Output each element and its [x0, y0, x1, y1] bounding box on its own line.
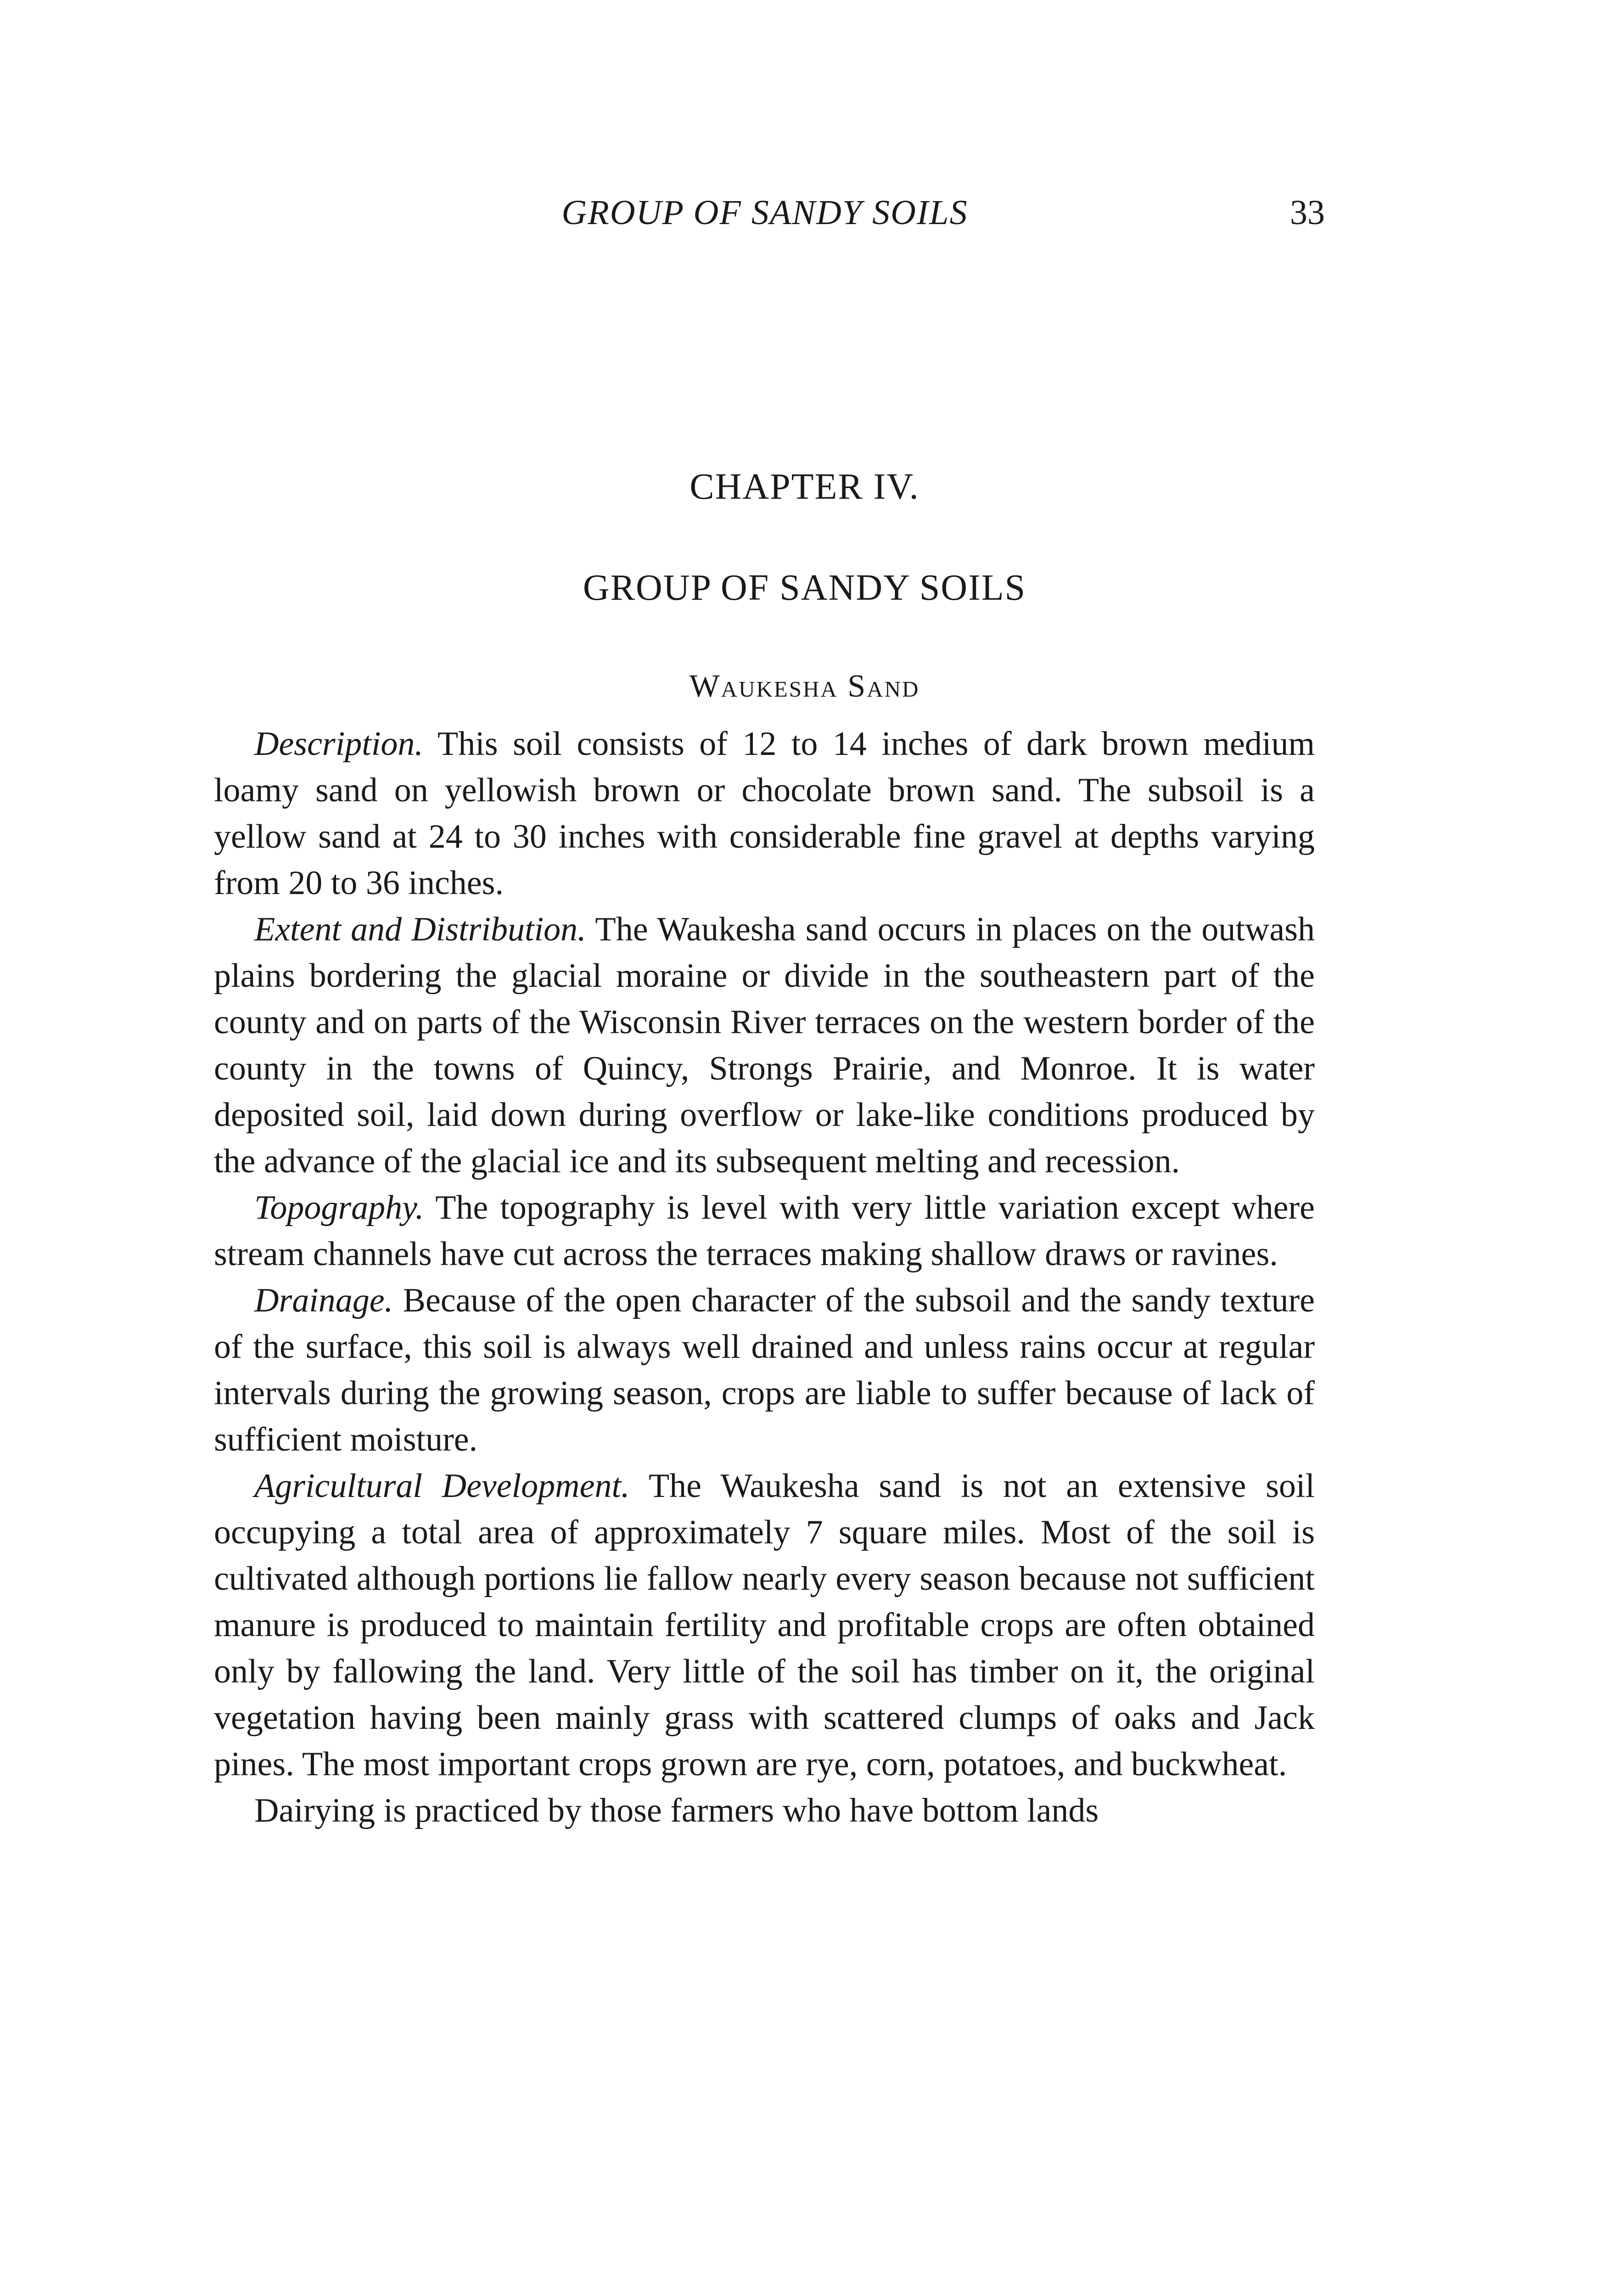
section-title: Waukesha Sand: [689, 669, 920, 704]
paragraph-text: The topography is level with very little variation except where stream channels have cut across the terraces making shallow draws or ravines.: [214, 1189, 1315, 1273]
paragraph-drainage: [214, 1277, 1315, 1463]
body-text: [214, 721, 1315, 1834]
paragraph-lead: Topography.: [254, 1189, 424, 1227]
paragraph-agricultural-development: [214, 1463, 1315, 1788]
paragraph-text: The Waukesha sand occurs in places on the outwash plains bordering the glacial moraine or divide in the southeastern part of the county and on parts of the Wisconsin River terraces on the western border of the county in the towns of Quincy, Strongs Prairie, and Monroe. It is water deposited soil, laid down during overflow or lake-like conditions produced by the advance of the glacial ice and its subsequent melting and recession.: [214, 911, 1315, 1180]
paragraph-extent-distribution: [214, 906, 1315, 1185]
paragraph-lead: Drainage.: [254, 1282, 393, 1319]
chapter-title: GROUP OF SANDY SOILS: [583, 568, 1026, 608]
running-head: [214, 187, 1325, 238]
paragraph-text: Because of the open character of the subsoil and the sandy texture of the surface, this soil is always well drained and unless rains occur at regular intervals during the growing season, crops are liable to suffer because of lack of sufficient moisture.: [214, 1282, 1315, 1458]
paragraph-text: Dairying is practiced by those farmers who have bottom lands: [254, 1792, 1099, 1829]
paragraph-text: The Waukesha sand is not an extensive soil occupying a total area of approximately 7 square miles. Most of the soil is cultivated although portions lie fallow nearly every season because not sufficient manure is produced to maintain fertility and profitable crops are often obtained only by fallowing the land. Very little of the soil has timber on it, the original vegetation having been mainly grass with scattered clumps of oaks and Jack pines. The most important crops grown are rye, corn, potatoes, and buckwheat.: [214, 1467, 1315, 1783]
page-number: 33: [1290, 193, 1325, 232]
paragraph-lead: Description.: [254, 725, 423, 763]
paragraph-topography: [214, 1185, 1315, 1277]
paragraph-dairying: [214, 1788, 1315, 1834]
paragraph-description: [214, 721, 1315, 906]
running-title: GROUP OF SANDY SOILS: [561, 193, 968, 232]
paragraph-lead: Extent and Distribution.: [254, 911, 586, 948]
chapter-number: CHAPTER IV.: [690, 467, 919, 507]
paragraph-text: This soil consists of 12 to 14 inches of dark brown medium loamy sand on yellowish brown or chocolate brown sand. The subsoil is a yellow sand at 24 to 30 inches with considerable fine gravel at depths varying from 20 to 36 inches.: [214, 725, 1315, 902]
paragraph-lead: Agricultural Development.: [254, 1467, 630, 1505]
